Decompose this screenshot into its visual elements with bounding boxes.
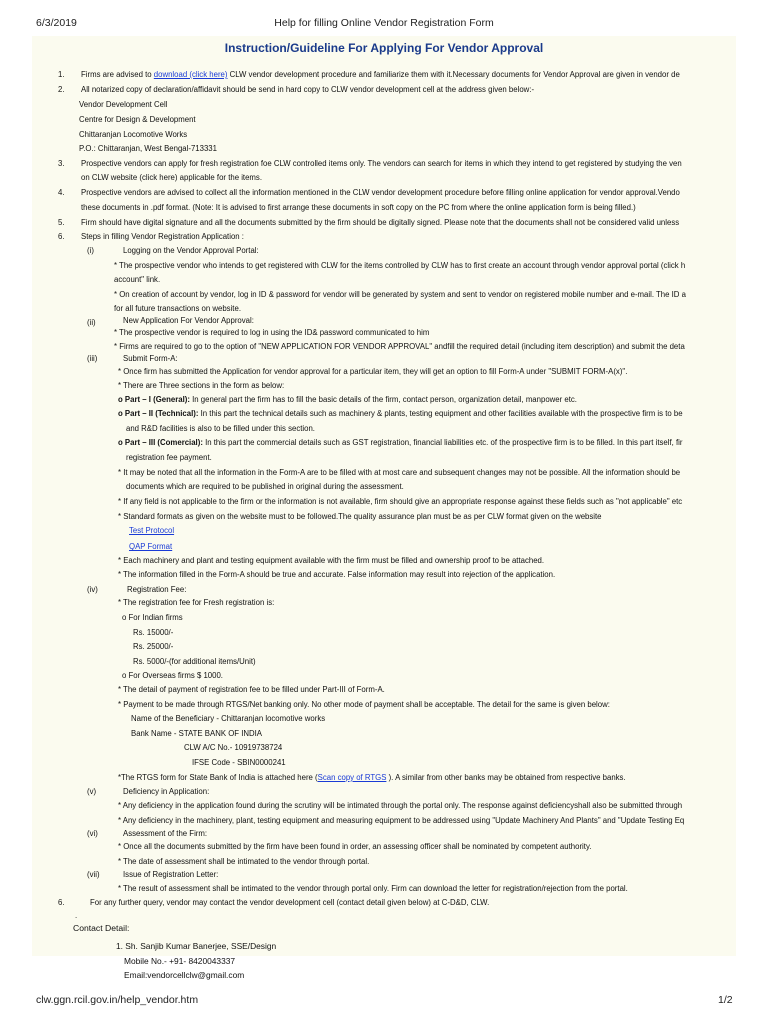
step-vi-number: (vi) <box>87 829 98 838</box>
stray-dot: . <box>75 911 78 920</box>
part-2-text: In this part the technical details such as machinery & plants, testing equipment and other facilities available with the prospective firm is to be <box>198 409 683 418</box>
test-protocol-link[interactable] <box>129 526 174 536</box>
contact-email: Email:vendorcellclw@gmail.com <box>124 970 245 980</box>
part-1-label: o Part – I (General): <box>118 395 190 404</box>
step-v-number: (v) <box>87 787 97 796</box>
guideline-panel <box>32 36 736 956</box>
step-iii-line: * Standard formats as given on the website must to be followed.The quality assurance plan must be as per CLW format given on the website <box>118 512 602 521</box>
contact-heading: Contact Detail: <box>73 923 130 933</box>
rtgs-post: ). A similar from other banks may be obtained from respective banks. <box>386 773 626 782</box>
qap-format-link[interactable] <box>129 542 172 552</box>
print-url: clw.ggn.rcil.gov.in/help_vendor.htm <box>36 994 199 1006</box>
part-3-label: o Part – III (Comercial): <box>118 438 203 447</box>
part-2-label: o Part – II (Technical): <box>118 409 199 418</box>
contact-name: 1. Sh. Sanjib Kumar Banerjee, SSE/Design <box>116 941 277 951</box>
step-vi-title: Assessment of the Firm: <box>123 829 208 838</box>
fee-amount: Rs. 15000/- <box>133 628 174 637</box>
part-1-line <box>118 395 577 405</box>
item-2-number: 2. <box>58 85 65 94</box>
item-4-text: Prospective vendors are advised to collect all the information mentioned in the CLW vendor development procedure before filling online application for vendor approval.Vendo <box>81 188 680 197</box>
step-v-line: * Any deficiency in the application found during the scrutiny will be intimated through the portal only. The response against deficiencyshall also be submitted through <box>118 801 683 810</box>
item-1-number: 1. <box>58 70 65 79</box>
print-title: Help for filling Online Vendor Registration Form <box>274 17 494 29</box>
item-1-text <box>81 70 680 80</box>
item-3-number: 3. <box>58 159 65 168</box>
bank-detail: Bank Name - STATE BANK OF INDIA <box>131 729 262 738</box>
download-link[interactable]: download (click here) <box>153 70 228 79</box>
step-ii-number: (ii) <box>87 318 96 327</box>
step-iii-line: * It may be noted that all the information in the Form-A are to be filled with at most care and subsequent changes may not be possible. All the information should be <box>118 468 681 477</box>
address-line: Centre for Design & Development <box>79 115 196 124</box>
step-vii-line: * The result of assessment shall be intimated to the vendor through portal only. Firm can download the letter for registration/rejection from the portal. <box>118 884 628 893</box>
item-1-post: CLW vendor development procedure and familiarize them with it.Necessary documents for Vendor Approval are given in vendor de <box>227 70 680 79</box>
step-ii-title: New Application For Vendor Approval: <box>123 316 254 325</box>
step-iii-title: Submit Form-A: <box>123 354 178 363</box>
step-vii-number: (vii) <box>87 870 100 879</box>
fee-line: o For Overseas firms $ 1000. <box>122 671 223 680</box>
bank-detail: IFSE Code - SBIN0000241 <box>192 758 286 767</box>
page-title: Instruction/Guideline For Applying For Vendor Approval <box>224 41 544 55</box>
item-5-number: 5. <box>58 218 65 227</box>
item-2-text: All notarized copy of declaration/affidavit should be send in hard copy to CLW vendor development cell at the address given below:- <box>81 85 535 94</box>
item-4-number: 4. <box>58 188 65 197</box>
step-iii-line: * Each machinery and plant and testing equipment available with the firm must be filled and ownership proof to be attached. <box>118 556 545 565</box>
step-iii-line: * The information filled in the Form-A should be true and accurate. False information may result into rejection of the application. <box>118 570 556 579</box>
qap-format-anchor[interactable]: QAP Format <box>129 542 173 551</box>
item-6-number: 6. <box>58 232 65 241</box>
step-iii-line: * Once firm has submitted the Application for vendor approval for a particular item, they will get an option to fill Form-A under "SUBMIT FORM-A(x)". <box>118 367 628 376</box>
step-i-line: account" link. <box>114 275 161 284</box>
part-3-cont: registration fee payment. <box>126 453 212 462</box>
step-i-line: * On creation of account by vendor, log in ID & password for vendor will be generated by system and sent to vendor on registered mobile number and e-mail. The ID a <box>114 290 686 299</box>
print-date: 6/3/2019 <box>36 17 77 29</box>
rtgs-scan-link[interactable]: Scan copy of RTGS <box>317 773 387 782</box>
step-ii-line: * The prospective vendor is required to log in using the ID& password communicated to him <box>114 328 430 337</box>
step-v-line: * Any deficiency in the machinery, plant, testing equipment and measuring equipment to be addressed using "Update Machinery And Plants" and "Update Testing Eq <box>118 816 685 825</box>
fee-line: * The detail of payment of registration fee to be filled under Part-III of Form-A. <box>118 685 385 694</box>
step-i-line: for all future transactions on website. <box>114 304 241 313</box>
step-iii-line: documents which are required to be published in original during the assessment. <box>126 482 404 491</box>
step-vi-line: * The date of assessment shall be intimated to the vendor through portal. <box>118 857 370 866</box>
fee-line: o For Indian firms <box>122 613 183 622</box>
item-3-text: Prospective vendors can apply for fresh registration foe CLW controlled items only. The vendors can search for items in which they intend to get registered by studying the ven <box>81 159 682 168</box>
test-protocol-anchor[interactable]: Test Protocol <box>129 526 175 535</box>
step-i-title: Logging on the Vendor Approval Portal: <box>123 246 259 255</box>
step-iii-line: * If any field is not applicable to the firm or the information is not available, firm should give an appropriate response against these fields such as "not applicable" etc <box>118 497 683 506</box>
step-iii-line: * There are Three sections in the form as below: <box>118 381 285 390</box>
item-5-text: Firm should have digital signature and all the documents submitted by the firm should be digitally signed. Please note that the documents shall not be considered valid unless <box>81 218 680 227</box>
step-ii-line: * Firms are required to go to the option of "NEW APPLICATION FOR VENDOR APPROVAL" andfill the required detail (including item description) and submit the deta <box>114 342 685 351</box>
item-6-text: Steps in filling Vendor Registration Application : <box>81 232 244 241</box>
step-iv-number: (iv) <box>87 585 98 594</box>
bank-detail: Name of the Beneficiary - Chittaranjan locomotive works <box>131 714 326 723</box>
item-4-text-cont: these documents in .pdf format. (Note: It is advised to first arrange these documents in soft copy on the PC from where the online application form is being filled.) <box>81 203 636 212</box>
rtgs-line <box>118 773 626 783</box>
step-iv-title: Registration Fee: <box>127 585 187 594</box>
part-2-line <box>118 409 683 419</box>
fee-line: * Payment to be made through RTGS/Net banking only. No other mode of payment shall be acceptable. The detail for the same is given below: <box>118 700 610 709</box>
address-line: P.O.: Chittaranjan, West Bengal-713331 <box>79 144 217 153</box>
rtgs-pre: *The RTGS form for State Bank of India is attached here ( <box>118 773 318 782</box>
address-line: Vendor Development Cell <box>79 100 168 109</box>
fee-amount: Rs. 5000/-(for additional items/Unit) <box>133 657 256 666</box>
fee-line: * The registration fee for Fresh registration is: <box>118 598 275 607</box>
bank-detail: CLW A/C No.- 10919738724 <box>184 743 283 752</box>
part-3-text: In this part the commercial details such as GST registration, financial liabilities etc. of the prospective firm is to be filled. In this part itself, fir <box>202 438 683 447</box>
item-3-text-cont: on CLW website (click here) applicable for the items. <box>81 173 262 182</box>
address-line: Chittaranjan Locomotive Works <box>79 130 188 139</box>
item-7-number: 6. <box>58 898 65 907</box>
contact-mobile: Mobile No.- +91- 8420043337 <box>124 956 236 966</box>
step-vii-title: Issue of Registration Letter: <box>123 870 219 879</box>
step-vi-line: * Once all the documents submitted by the firm have been found in order, an assessing officer shall be nominated by competent authority. <box>118 842 592 851</box>
step-iii-number: (iii) <box>87 354 98 363</box>
step-i-number: (i) <box>87 246 94 255</box>
item-7-text: For any further query, vendor may contact the vendor development cell (contact detail given below) at C-D&D, CLW. <box>90 898 490 907</box>
step-v-title: Deficiency in Application: <box>123 787 210 796</box>
part-1-text: In general part the firm has to fill the basic details of the firm, contact person, organization detail, manpower etc. <box>189 395 577 404</box>
step-i-line: * The prospective vendor who intends to get registered with CLW for the items controlled by CLW has to first create an account through vendor approval portal (click h <box>114 261 686 270</box>
fee-amount: Rs. 25000/- <box>133 642 174 651</box>
print-page-number: 1/2 <box>718 994 733 1006</box>
part-2-cont: and R&D facilities is also to be filled under this section. <box>126 424 315 433</box>
item-1-pre: Firms are advised to <box>81 70 154 79</box>
part-3-line <box>118 438 683 448</box>
